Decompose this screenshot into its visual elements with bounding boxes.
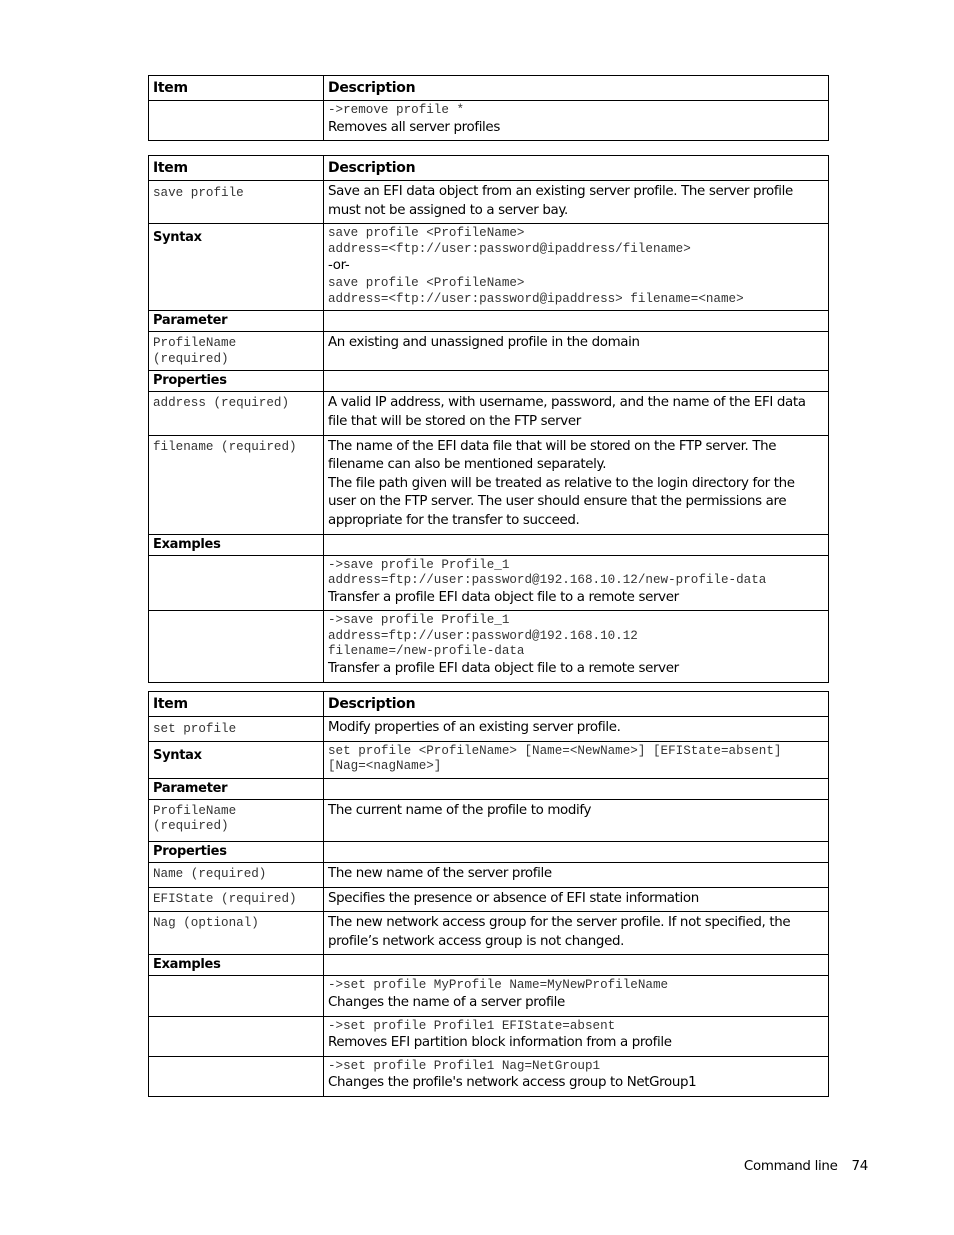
section-row <box>149 534 829 555</box>
example-item-cell <box>149 101 324 141</box>
example-code: address=ftp://user:password@192.168.10.12 <box>328 628 638 643</box>
example-cell <box>324 976 829 1016</box>
example-row <box>149 101 829 141</box>
parameter-name: ProfileName (required) <box>149 332 324 371</box>
syntax-line: address=<ftp://user:password@ipaddress> filename=<name> <box>328 291 744 306</box>
properties-label: Properties <box>149 841 324 862</box>
example-cell <box>324 611 829 682</box>
property-name: Nag (optional) <box>149 912 324 955</box>
example-description-cell <box>324 101 829 141</box>
footer-section: Command line <box>743 1159 838 1174</box>
property-name: address (required) <box>149 392 324 435</box>
example-code: ->remove profile * <box>328 103 465 117</box>
example-code: address=ftp://user:password@192.168.10.12/new-profile-data <box>328 573 767 588</box>
header-item: Item <box>149 76 324 101</box>
example-row <box>149 1016 829 1056</box>
example-code: ->set profile MyProfile Name=MyNewProfileName <box>328 978 669 993</box>
table-set-profile <box>148 691 829 1097</box>
property-row <box>149 912 829 955</box>
section-row <box>149 841 829 862</box>
header-item: Item <box>149 692 324 717</box>
syntax-line: [Nag=<nagName>] <box>328 759 442 774</box>
property-paragraph: The file path given will be treated as relative to the login directory for the user on the FTP server. The user should ensure that the permissions are appropriate for the transfer to succeed. <box>328 475 795 528</box>
example-text: Changes the profile's network access group to NetGroup1 <box>328 1075 697 1091</box>
command-row <box>149 181 829 224</box>
command-description: Save an EFI data object from an existing server profile. The server profile must not be assigned to a server bay. <box>324 181 829 224</box>
example-code: ->save profile Profile_1 <box>328 557 510 572</box>
property-name: EFIState (required) <box>149 887 324 912</box>
property-row <box>149 862 829 887</box>
parameter-description: The current name of the profile to modify <box>324 799 829 841</box>
section-row <box>149 311 829 332</box>
syntax-or: -or- <box>328 258 350 274</box>
syntax-label: Syntax <box>149 741 324 778</box>
command-name: save profile <box>149 181 324 224</box>
header-item: Item <box>149 156 324 181</box>
syntax-row <box>149 741 829 778</box>
header-description: Description <box>324 692 829 717</box>
examples-label: Examples <box>149 534 324 555</box>
syntax-row <box>149 224 829 311</box>
example-code: ->set profile Profile1 Nag=NetGroup1 <box>328 1058 601 1073</box>
example-text: Removes EFI partition block information from a profile <box>328 1035 672 1051</box>
syntax-cell <box>324 741 829 778</box>
parameter-label: Parameter <box>149 311 324 332</box>
section-row <box>149 955 829 976</box>
command-name: set profile <box>149 717 324 742</box>
example-code: ->save profile Profile_1 <box>328 613 510 628</box>
example-row <box>149 976 829 1016</box>
command-row <box>149 717 829 742</box>
examples-label: Examples <box>149 955 324 976</box>
example-code: ->set profile Profile1 EFIState=absent <box>328 1018 616 1033</box>
parameter-label: Parameter <box>149 778 324 799</box>
table-remove-profile <box>148 75 829 141</box>
table-header-row <box>149 76 829 101</box>
syntax-label: Syntax <box>149 224 324 311</box>
example-code: filename=/new-profile-data <box>328 644 525 659</box>
table-save-profile <box>148 155 829 683</box>
example-text: Removes all server profiles <box>328 119 500 135</box>
header-description: Description <box>324 156 829 181</box>
property-row <box>149 887 829 912</box>
property-description <box>324 435 829 534</box>
example-row <box>149 611 829 682</box>
property-description: The new network access group for the server profile. If not specified, the profile’s network access group is not changed. <box>324 912 829 955</box>
example-row <box>149 1056 829 1096</box>
property-name: Name (required) <box>149 862 324 887</box>
section-row <box>149 778 829 799</box>
header-description: Description <box>324 76 829 101</box>
example-row <box>149 555 829 611</box>
example-cell <box>324 1056 829 1096</box>
example-text: Transfer a profile EFI data object file to a remote server <box>328 661 679 677</box>
table-header-row <box>149 692 829 717</box>
property-description: A valid IP address, with username, password, and the name of the EFI data file that will be stored on the FTP server <box>324 392 829 435</box>
example-cell <box>324 555 829 611</box>
property-paragraph: The name of the EFI data file that will be stored on the FTP server. The filename can also be mentioned separately. <box>328 438 777 473</box>
table-header-row <box>149 156 829 181</box>
command-description: Modify properties of an existing server profile. <box>324 717 829 742</box>
syntax-line: save profile <ProfileName> <box>328 226 525 241</box>
parameter-description: An existing and unassigned profile in the domain <box>324 332 829 371</box>
example-text: Transfer a profile EFI data object file to a remote server <box>328 589 679 605</box>
property-row <box>149 435 829 534</box>
property-description: The new name of the server profile <box>324 862 829 887</box>
page-number: 74 <box>851 1159 868 1174</box>
example-text: Changes the name of a server profile <box>328 994 565 1010</box>
parameter-row <box>149 799 829 841</box>
syntax-cell <box>324 224 829 311</box>
section-row <box>149 371 829 392</box>
syntax-line: address=<ftp://user:password@ipaddress/filename> <box>328 241 691 256</box>
property-row <box>149 392 829 435</box>
property-description: Specifies the presence or absence of EFI state information <box>324 887 829 912</box>
parameter-name: ProfileName (required) <box>149 799 324 841</box>
syntax-line: set profile <ProfileName> [Name=<NewName>] [EFIState=absent] <box>328 743 782 758</box>
properties-label: Properties <box>149 371 324 392</box>
example-cell <box>324 1016 829 1056</box>
property-name: filename (required) <box>149 435 324 534</box>
syntax-line: save profile <ProfileName> <box>328 275 525 290</box>
page-footer <box>744 1159 868 1174</box>
parameter-row <box>149 332 829 371</box>
